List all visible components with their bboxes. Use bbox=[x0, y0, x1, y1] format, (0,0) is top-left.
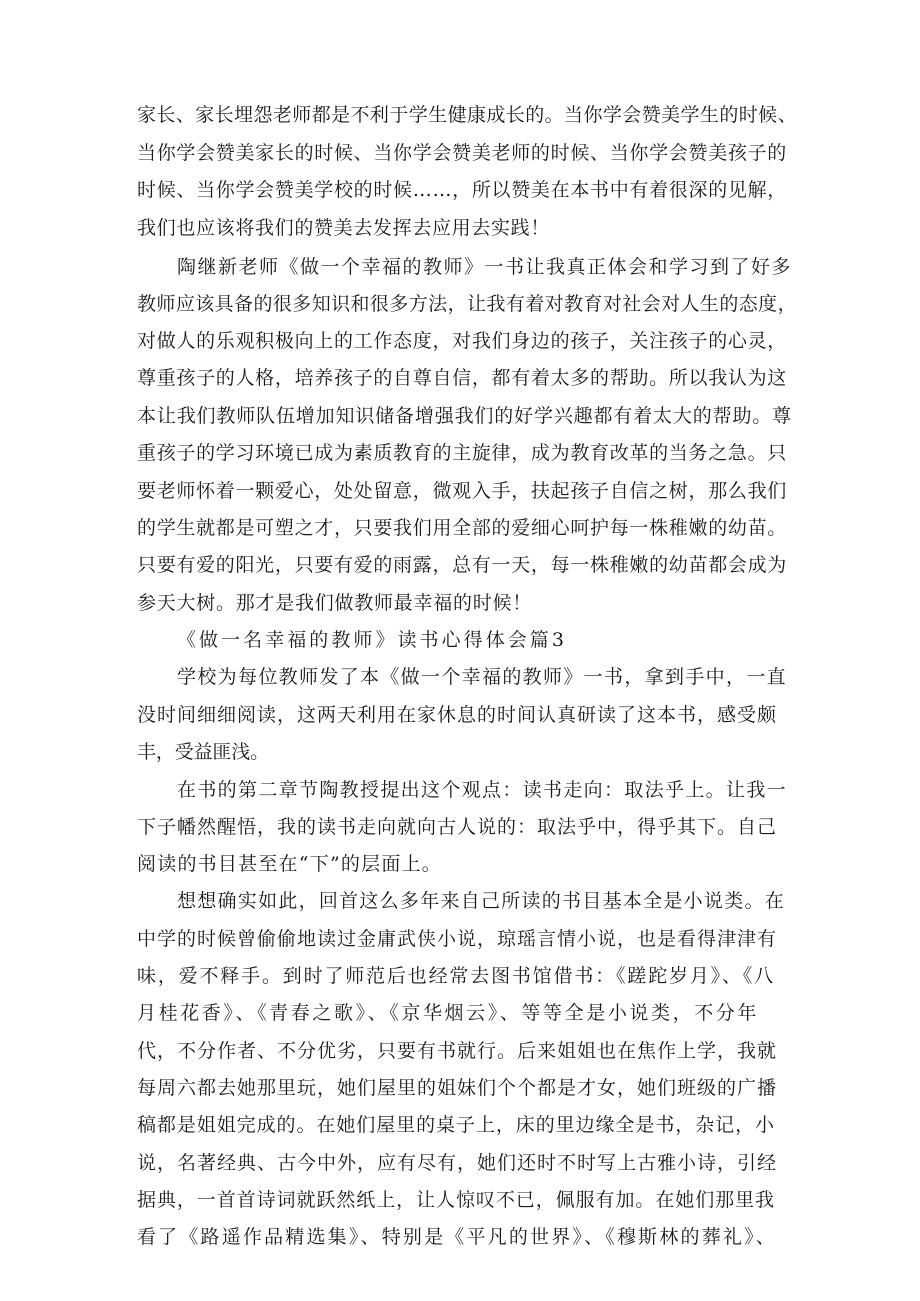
text-line: 尊重孩子的人格，培养孩子的自尊自信，都有着太多的帮助。所以我认为这 bbox=[137, 367, 787, 389]
text-line: 陶继新老师《做一个幸福的教师》一书让我真正体会和学习到了好多 bbox=[177, 256, 792, 278]
text-line: 代，不分作者、不分优劣，只要有书就行。后来姐姐也在焦作上学，我就 bbox=[137, 1040, 777, 1062]
text-line: 下子幡然醒悟，我的读书走向就向古人说的：取法乎中，得乎其下。自己 bbox=[137, 816, 777, 838]
section-heading: 《做一名幸福的教师》读书心得体会篇3 bbox=[177, 629, 567, 651]
text-line: 只要有爱的阳光，只要有爱的雨露，总有一天，每一株稚嫩的幼苗都会成为 bbox=[137, 554, 787, 576]
text-line: 重孩子的学习环境已成为素质教育的主旋律，成为教育改革的当务之急。只 bbox=[137, 442, 787, 464]
text-line: 稿都是姐姐完成的。在她们屋里的桌子上，床的里边缘全是书，杂记，小 bbox=[137, 1114, 775, 1136]
text-line: 当你学会赞美家长的时候、当你学会赞美老师的时候、当你学会赞美孩子的 bbox=[137, 142, 787, 164]
text-line: 没时间细细阅读，这两天利用在家休息的时间认真研读了这本书，感受颇 bbox=[137, 704, 777, 726]
text-line: 时候、当你学会赞美学校的时候……，所以赞美在本书中有着很深的见解， bbox=[137, 179, 787, 201]
text-line: 的学生就都是可塑之才，只要我们用全部的爱细心呵护每一株稚嫩的幼苗。 bbox=[137, 517, 787, 539]
text-line: 要老师怀着一颗爱心，处处留意，微观入手，扶起孩子自信之树，那么我们 bbox=[137, 480, 787, 502]
text-line: 味，爱不释手。到时了师范后也经常去图书馆借书：《蹉跎岁月》、《八 bbox=[137, 965, 775, 987]
text-line: 月桂花香》、《青春之歌》、《京华烟云》、等等全是小说类，不分年 bbox=[137, 1002, 759, 1024]
text-line: 每周六都去她那里玩，她们屋里的姐妹们个个都是才女，她们班级的广播 bbox=[137, 1077, 777, 1099]
text-line: 对做人的乐观积极向上的工作态度，对我们身边的孩子，关注孩子的心灵， bbox=[137, 330, 787, 352]
text-line: 看了《路遥作品精选集》、特别是《平凡的世界》、《穆斯林的葬礼》、 bbox=[137, 1226, 777, 1248]
text-line: 想想确实如此，回首这么多年来自己所读的书目基本全是小说类。在 bbox=[177, 890, 785, 912]
text-line: 阅读的书目甚至在“下”的层面上。 bbox=[137, 853, 442, 875]
text-line: 教师应该具备的很多知识和很多方法，让我有着对教育对社会对人生的态度， bbox=[137, 293, 797, 315]
text-line: 说，名著经典、古今中外，应有尽有，她们还时不时写上古雅小诗，引经 bbox=[137, 1152, 777, 1174]
text-line: 参天大树。那才是我们做教师最幸福的时候！ bbox=[137, 592, 532, 614]
text-line: 学校为每位教师发了本《做一个幸福的教师》一书，拿到手中，一直 bbox=[177, 666, 787, 688]
text-line: 本让我们教师队伍增加知识储备增强我们的好学兴趣都有着太大的帮助。尊 bbox=[137, 405, 792, 427]
text-line: 我们也应该将我们的赞美去发挥去应用去实践！ bbox=[137, 217, 550, 239]
text-line: 在书的第二章节陶教授提出这个观点：读书走向：取法乎上。让我一 bbox=[177, 779, 787, 801]
text-line: 中学的时候曾偷偷地读过金庸武侠小说，琼瑶言情小说，也是看得津津有 bbox=[137, 928, 777, 950]
text-line: 丰，受益匪浅。 bbox=[137, 741, 269, 763]
text-line: 据典，一首首诗词就跃然纸上，让人惊叹不已，佩服有加。在她们那里我 bbox=[137, 1189, 775, 1211]
text-line: 家长、家长埋怨老师都是不利于学生健康成长的。当你学会赞美学生的时候、 bbox=[137, 104, 797, 126]
